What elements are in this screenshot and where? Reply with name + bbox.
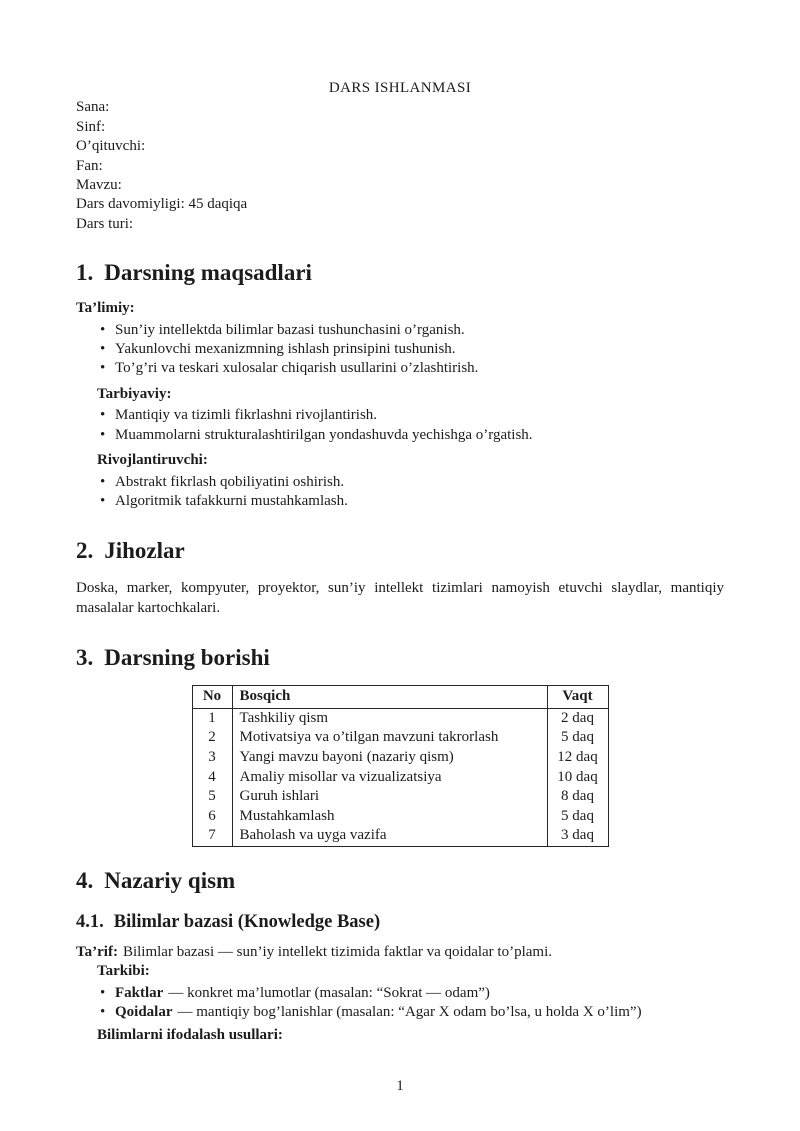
page-number: 1 <box>396 1078 404 1094</box>
section-heading-equipment <box>76 538 724 564</box>
table-cell-bosqich: Motivatsiya va o’tilgan mavzuni takrorlash <box>232 728 547 748</box>
goal-item <box>76 406 724 425</box>
meta-line-oqituvchi: O’qituvchi: <box>76 138 146 155</box>
table-cell-vaqt: 5 daq <box>547 807 608 827</box>
table-cell-no: 6 <box>192 807 232 827</box>
kb-item-term: Qoidalar <box>115 1004 173 1021</box>
table-cell-bosqich: Baholash va uyga vazifa <box>232 826 547 846</box>
subsection-title: Bilimlar bazasi (Knowledge Base) <box>113 911 381 932</box>
table-cell-vaqt: 3 daq <box>547 826 608 846</box>
meta-block <box>76 98 724 234</box>
methods-label: Bilimlarni ifodalash usullari: <box>97 1026 283 1043</box>
table-cell-vaqt: 2 daq <box>547 708 608 728</box>
meta-line-fan: Fan: <box>76 157 103 174</box>
table-cell-no: 7 <box>192 826 232 846</box>
table-row <box>192 708 608 728</box>
section-title: Darsning maqsadlari <box>104 260 312 286</box>
meta-line-mavzu: Mavzu: <box>76 177 122 194</box>
section-number: 4. <box>76 867 94 893</box>
goal-item-text: Mantiqiy va tizimli fikrlashni rivojlantirish. <box>115 407 378 424</box>
section-heading-goals <box>76 260 724 286</box>
meta-line-davomiyligi: Dars davomiyligi: 45 daqiqa <box>76 196 248 213</box>
table-row <box>192 787 608 807</box>
goal-item <box>76 426 724 445</box>
table-row <box>192 728 608 748</box>
definition-label: Ta’rif: <box>76 943 118 960</box>
kb-item-text: — konkret ma’lumotlar (masalan: “Sokrat — odam”) <box>168 984 490 1001</box>
table-cell-bosqich: Guruh ishlari <box>232 787 547 807</box>
kb-item-text: — mantiqiy bog’lanishlar (masalan: “Agar X odam bo’lsa, u holda X o’lim”) <box>177 1004 642 1021</box>
goal-group-label-tarbiyaviy: Tarbiyaviy: <box>97 385 172 402</box>
table-cell-no: 4 <box>192 768 232 788</box>
goal-item <box>76 340 724 359</box>
section-heading-procedure <box>76 645 724 671</box>
definition-text: Bilimlar bazasi — sun’iy intellekt tizimida faktlar va qoidalar to’plami. <box>122 943 552 960</box>
goal-item-text: To’g’ri va teskari xulosalar chiqarish usullarini o’zlashtirish. <box>115 360 479 377</box>
table-cell-vaqt: 5 daq <box>547 728 608 748</box>
goal-group-label-rivojlantiruvchi: Rivojlantiruvchi: <box>97 452 208 469</box>
goal-list-rivojlantiruvchi <box>76 473 724 512</box>
table-cell-vaqt: 8 daq <box>547 787 608 807</box>
section-title: Darsning borishi <box>104 645 270 671</box>
meta-line-sinf: Sinf: <box>76 118 106 135</box>
section-number: 3. <box>76 645 94 671</box>
lesson-stages-table <box>192 685 609 847</box>
table-header-vaqt: Vaqt <box>547 686 608 709</box>
section-heading-theory <box>76 868 724 894</box>
table-cell-no: 5 <box>192 787 232 807</box>
definition-line <box>76 943 724 962</box>
goal-item-text: Yakunlovchi mexanizmning ishlash prinsipini tushunish. <box>115 341 456 358</box>
doc-title: DARS ISHLANMASI <box>328 80 472 96</box>
table-cell-vaqt: 10 daq <box>547 768 608 788</box>
kb-item <box>76 1003 724 1022</box>
table-cell-bosqich: Tashkiliy qism <box>232 708 547 728</box>
goal-list-talimiy <box>76 321 724 379</box>
goal-item-text: Algoritmik tafakkurni mustahkamlash. <box>115 492 348 509</box>
subsection-number: 4.1. <box>76 911 104 932</box>
table-cell-bosqich: Amaliy misollar va vizualizatsiya <box>232 768 547 788</box>
table-header-no: No <box>192 686 232 709</box>
kb-item <box>76 984 724 1003</box>
section-title: Jihozlar <box>104 538 185 564</box>
kb-item-term: Faktlar <box>115 984 164 1001</box>
composition-label: Tarkibi: <box>97 963 150 980</box>
section-number: 1. <box>76 260 94 286</box>
goal-item <box>76 321 724 340</box>
goal-item-text: Sun’iy intellektda bilimlar bazasi tushunchasini o’rganish. <box>115 321 465 338</box>
table-cell-bosqich: Yangi mavzu bayoni (nazariy qism) <box>232 748 547 768</box>
table-cell-no: 2 <box>192 728 232 748</box>
goal-item-text: Muammolarni strukturalashtirilgan yondashuvda yechishga o’rgatish. <box>115 426 533 443</box>
goal-item <box>76 492 724 511</box>
section-title: Nazariy qism <box>104 867 236 893</box>
table-cell-vaqt: 12 daq <box>547 748 608 768</box>
knowledge-base-items <box>76 984 724 1023</box>
subsection-heading-knowledge-base <box>76 911 724 933</box>
equipment-paragraph: Doska, marker, kompyuter, proyektor, sun’iy intellekt tizimlari namoyish etuvchi slaydlar, mantiqiy masalalar kartochkalari. <box>76 580 724 616</box>
meta-line-sana: Sana: <box>76 99 110 116</box>
meta-line-dars-turi: Dars turi: <box>76 215 134 232</box>
table-row <box>192 748 608 768</box>
goal-list-tarbiyaviy <box>76 406 724 445</box>
table-cell-no: 1 <box>192 708 232 728</box>
table-cell-no: 3 <box>192 748 232 768</box>
goal-item <box>76 359 724 378</box>
table-row <box>192 768 608 788</box>
goal-group-label-talimiy: Ta’limiy: <box>76 300 135 317</box>
table-header-bosqich: Bosqich <box>232 686 547 709</box>
document-content <box>76 79 724 1045</box>
table-row <box>192 826 608 846</box>
table-row <box>192 807 608 827</box>
goal-item-text: Abstrakt fikrlash qobiliyatini oshirish. <box>115 473 345 490</box>
table-header-row <box>192 686 608 709</box>
table-cell-bosqich: Mustahkamlash <box>232 807 547 827</box>
goal-item <box>76 473 724 492</box>
section-number: 2. <box>76 538 94 564</box>
